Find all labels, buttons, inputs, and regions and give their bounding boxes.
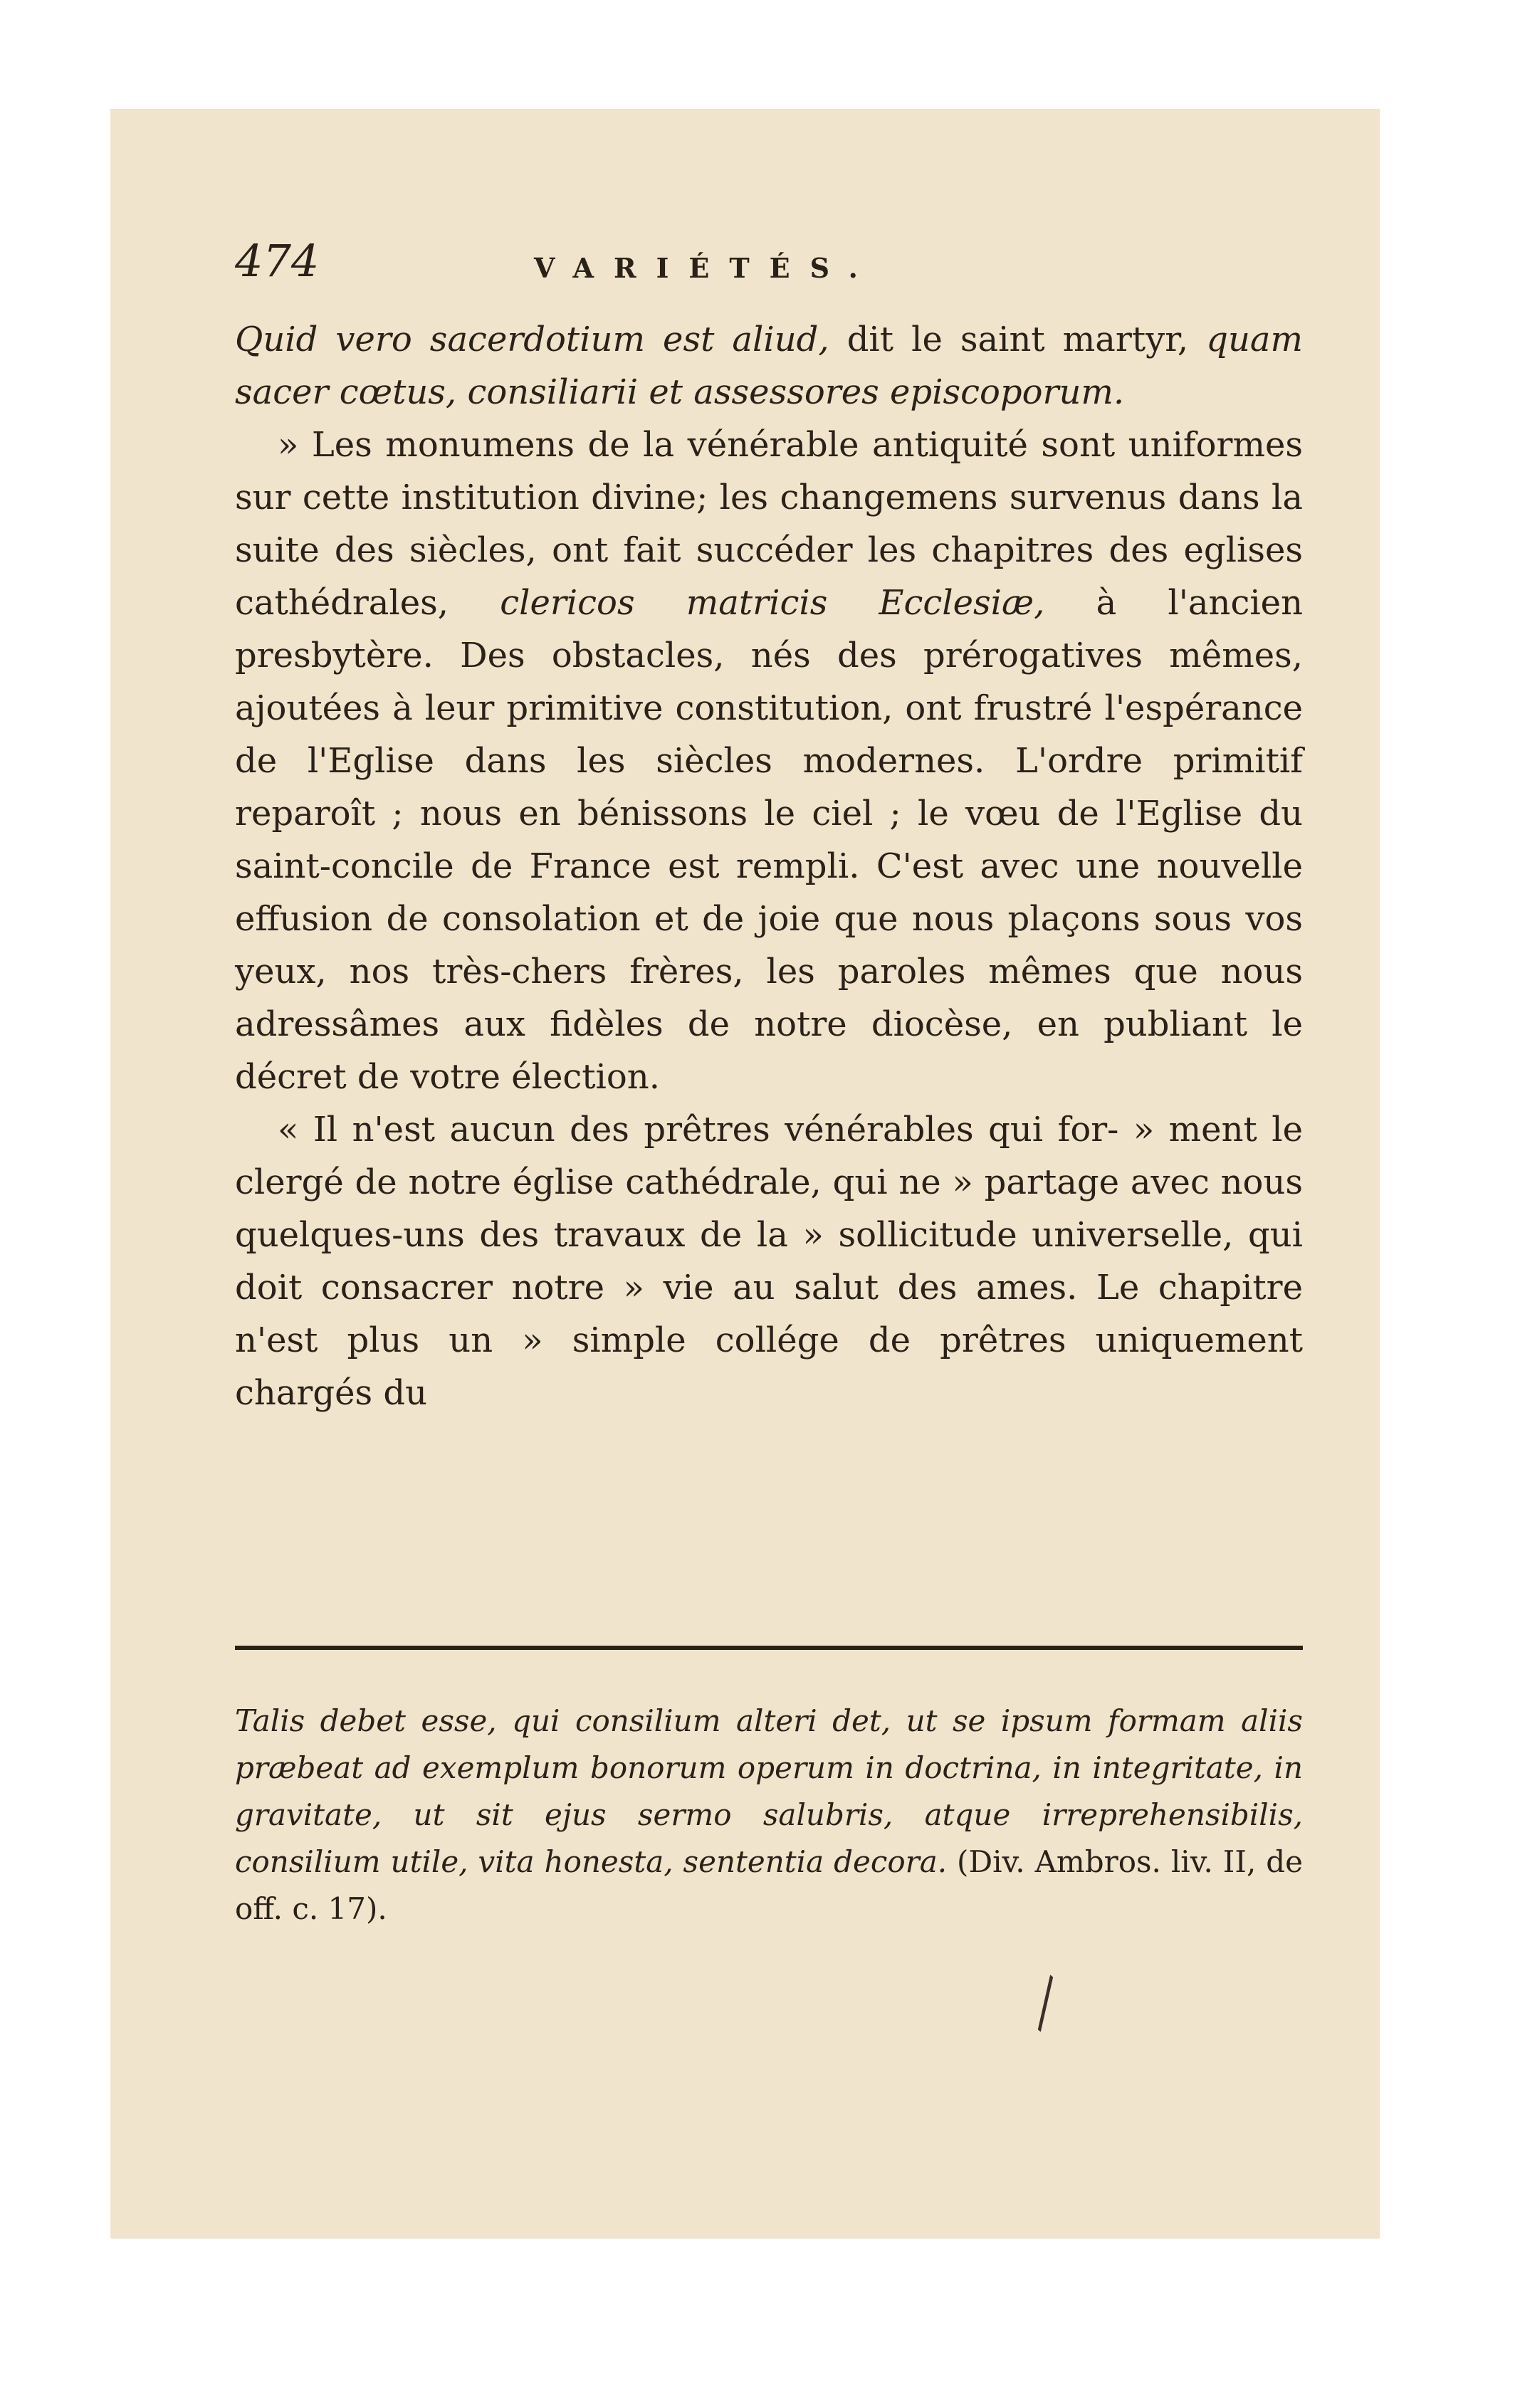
latin-quote-end: quam sacer cœtus, consiliarii et assessores episcoporum. — [235, 320, 1304, 412]
footnote-citation: (Div. Ambros. liv. II, de off. c. 17). — [235, 1844, 1304, 1926]
page-number: 474 — [235, 235, 320, 287]
paragraph-1-text: dit le saint martyr, — [829, 320, 1207, 359]
paragraph-3 — [235, 1103, 1303, 1419]
page-header — [235, 235, 1303, 313]
main-text — [235, 313, 1303, 1419]
pen-mark-icon: ╲ — [1019, 1976, 1071, 2031]
footnote-latin: Talis debet esse, qui consilium alteri det, ut se ipsum formam aliis præbeat ad exemplum bonorum operum in doctrina, in integritate, in gravitate, ut sit ejus sermo salubris, atque irreprehensibilis, consilium utile, vita honesta, sententia decora. — [235, 1703, 1303, 1879]
paragraph-2-text-b: à l'ancien presbytère. Des obstacles, nés des prérogatives mêmes, ajoutées à leur primitive constitution, ont frustré l'espérance de l'Eglise dans les siècles modernes. L'ordre primitif reparoît ; nous en bénissons le ciel ; le vœu de l'Eglise du saint-concile de France est rempli. C'est avec une nouvelle effusion de consolation et de joie que nous plaçons sous vos yeux, nos très-chers frères, les paroles mêmes que nous adressâmes aux fidèles de notre diocèse, en publiant le décret de votre élection. — [235, 583, 1304, 1097]
paragraph-2 — [235, 419, 1303, 1103]
footnote-rule — [235, 1646, 1303, 1650]
page-text-block — [235, 235, 1303, 1419]
paragraph-1 — [235, 313, 1303, 419]
latin-quote-start: Quid vero sacerdotium est aliud, — [235, 320, 829, 359]
running-head: VARIÉTÉS. — [534, 252, 878, 284]
paragraph-3-text: « Il n'est aucun des prêtres vénérables qui for- » ment le clergé de notre église cathédrale, qui ne » partage avec nous quelques-uns des travaux de la » sollicitude universelle, qui doit consacrer notre » vie au salut des ames. Le chapitre n'est plus un » simple collége de prêtres uniquement chargés du — [235, 1110, 1303, 1413]
footnote — [235, 1698, 1303, 1933]
paragraph-2-latin: clericos matricis Ecclesiæ, — [500, 583, 1045, 623]
paragraph-2-text-a: » Les monumens de la vénérable antiquité sont uniformes sur cette institution divine; les changemens survenus dans la suite des siècles, ont fait succéder les chapitres des eglises cathédrales, — [235, 425, 1303, 623]
